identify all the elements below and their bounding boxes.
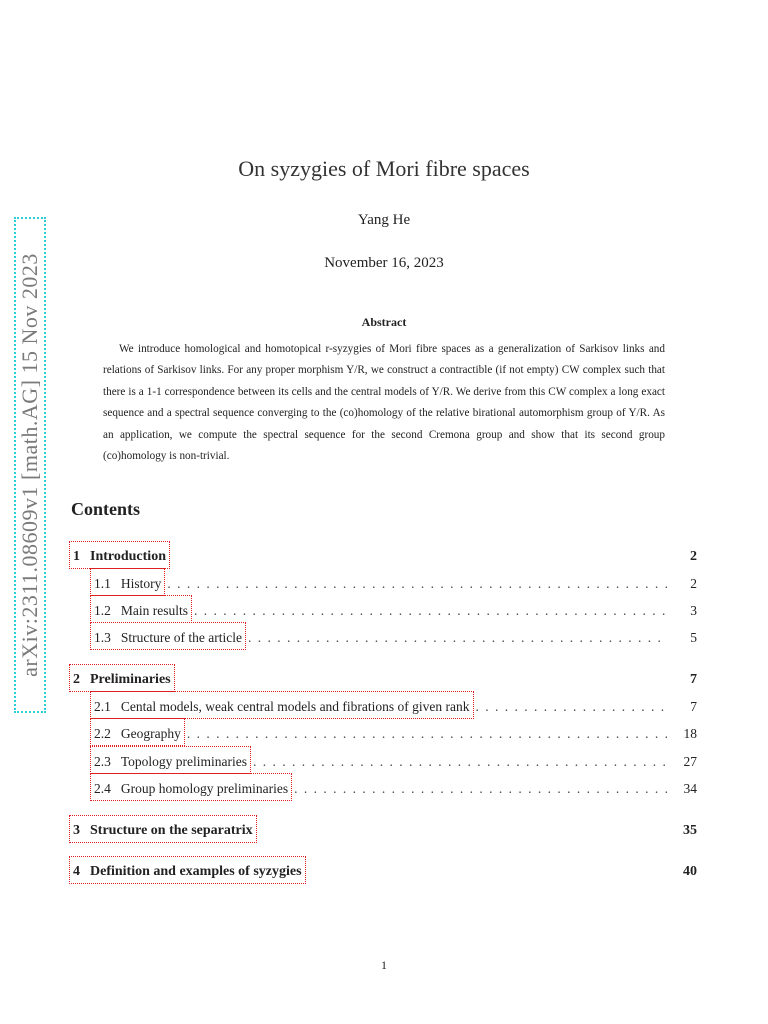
toc-dot-leader: [253, 754, 667, 770]
toc-page-number: 5: [690, 630, 697, 645]
toc-section-2: [71, 666, 697, 688]
toc-page-number: 2: [690, 576, 697, 591]
toc-section-number: 4: [73, 864, 80, 879]
toc-subsection-1-1: [92, 570, 697, 592]
paper-title: On syzygies of Mori fibre spaces: [238, 156, 530, 181]
toc-subsection-number: 2.4: [94, 781, 111, 796]
toc-subsection-title: Structure of the article: [120, 630, 242, 645]
page-number: 1: [381, 958, 387, 972]
toc-section-4: [71, 858, 697, 880]
toc-dot-leader: [167, 576, 667, 592]
toc-subsection-number: 1.3: [94, 630, 111, 645]
paper-author: Yang He: [357, 212, 411, 228]
toc-section-title: Definition and examples of syzygies: [90, 864, 302, 879]
toc-link-preliminaries[interactable]: [71, 672, 173, 688]
toc-subsection-2-1: [92, 693, 697, 715]
toc-subsection-2-4: [92, 775, 697, 797]
toc-subsection-number: 2.1: [94, 699, 111, 714]
toc-page-number: 34: [683, 781, 697, 796]
toc-section-number: 3: [73, 823, 80, 838]
toc-link-topology-preliminaries[interactable]: [92, 754, 249, 770]
toc-subsection-title: Cental models, weak central models and fibrations of given rank: [120, 699, 470, 714]
arxiv-identifier-text: arXiv:2311.08609v1 [math.AG] 15 Nov 2023: [17, 253, 42, 677]
toc-dot-leader: [476, 699, 667, 715]
toc-link-geography[interactable]: [92, 726, 183, 742]
toc-subsection-number: 2.3: [94, 754, 111, 769]
toc-section-title: Preliminaries: [90, 672, 171, 687]
toc-subsection-title: Geography: [120, 726, 181, 741]
toc-section-number: 2: [73, 672, 80, 687]
toc-link-introduction[interactable]: [71, 549, 168, 565]
toc-dot-leader: [248, 630, 667, 646]
toc-page-number: 7: [690, 699, 697, 714]
toc-link-main-results[interactable]: [92, 603, 190, 619]
toc-page-number: 35: [683, 823, 697, 838]
toc-page-number: 2: [690, 549, 697, 564]
toc-dot-leader: [187, 726, 667, 742]
toc-section-number: 1: [73, 549, 80, 564]
toc-link-definition-and-examples-of-syzygies[interactable]: [71, 864, 304, 880]
toc-section-title: Introduction: [90, 549, 166, 564]
abstract-heading: Abstract: [361, 315, 407, 329]
toc-page-number: 18: [683, 726, 697, 741]
toc-subsection-2-2: [92, 720, 697, 742]
abstract-text: We introduce homological and homotopical r-syzygies of Mori fibre spaces as a generalization of Sarkisov links and relations of Sarkisov links. For any proper morphism Y/R, we construct a contractible (if not empty) CW complex such that there is a 1-1 correspondence between its cells and the central models of Y/R. We derive from this CW complex a long exact sequence and a spectral sequence converging to the (co)homology of the relative birational automorphism group of Y/R. As an application, we compute the spectral sequence for the second Cremona group and show that its second group (co)homology is non-trivial.: [103, 343, 665, 463]
arxiv-identifier-link[interactable]: [14, 217, 46, 713]
toc-link-structure-of-the-article[interactable]: [92, 630, 244, 646]
toc-link-structure-on-the-separatrix[interactable]: [71, 823, 255, 839]
toc-link-history[interactable]: [92, 576, 163, 592]
toc-subsection-title: Group homology preliminaries: [120, 781, 289, 796]
paper-date: November 16, 2023: [324, 255, 444, 271]
toc-page-number: 40: [683, 864, 697, 879]
toc-page-number: 3: [690, 603, 697, 618]
toc-section-3: [71, 817, 697, 839]
toc-page-number: 27: [683, 754, 697, 769]
toc-subsection-title: History: [120, 576, 162, 591]
toc-subsection-title: Main results: [120, 603, 188, 618]
toc-subsection-number: 1.2: [94, 603, 111, 618]
toc-link-central-models[interactable]: [92, 699, 472, 715]
toc-subsection-number: 1.1: [94, 576, 111, 591]
toc-subsection-1-2: [92, 597, 697, 619]
toc-subsection-title: Topology preliminaries: [120, 754, 248, 769]
toc-section-title: Structure on the separatrix: [90, 823, 253, 838]
toc-dot-leader: [294, 781, 667, 797]
toc-page-number: 7: [690, 672, 697, 687]
toc-subsection-number: 2.2: [94, 726, 111, 741]
toc-link-group-homology-preliminaries[interactable]: [92, 781, 290, 797]
toc-section-1: [71, 543, 697, 565]
contents-heading: Contents: [71, 499, 141, 519]
toc-subsection-2-3: [92, 748, 697, 770]
toc-dot-leader: [194, 603, 667, 619]
toc-subsection-1-3: [92, 624, 697, 646]
